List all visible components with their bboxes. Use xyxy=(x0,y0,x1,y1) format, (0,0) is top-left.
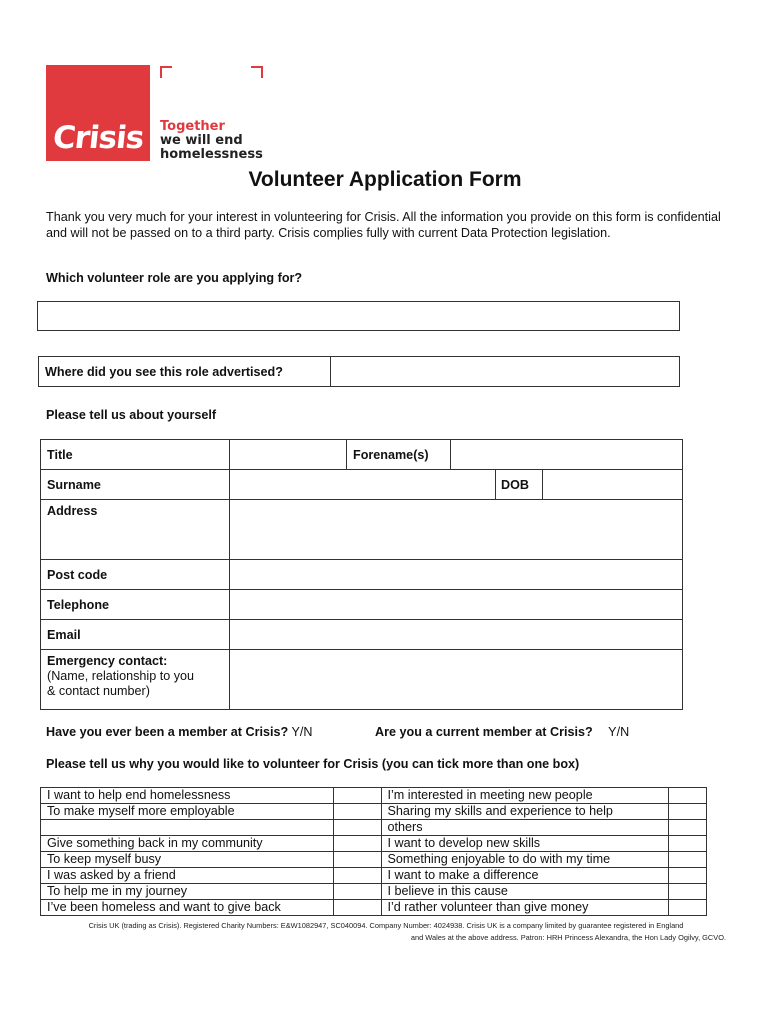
reasons-heading: Please tell us why you would like to volunteer for Crisis (you can tick more than one box) xyxy=(46,757,580,771)
dob-label: DOB xyxy=(496,470,543,500)
logo-bracket-right xyxy=(251,66,263,78)
reason-left-2: To make myself more employable xyxy=(41,804,334,820)
footer-line-2: and Wales at the above address. Patron: HRH Princess Alexandra, the Hon Lady Ogilvy, GCVO. xyxy=(410,933,726,942)
surname-label: Surname xyxy=(41,470,230,500)
postcode-label: Post code xyxy=(41,560,230,590)
reason-right-6-checkbox[interactable] xyxy=(668,884,706,900)
about-heading: Please tell us about yourself xyxy=(46,408,217,422)
reason-right-2-checkbox[interactable] xyxy=(668,804,706,820)
title-input[interactable] xyxy=(230,440,347,470)
reason-left-4: To keep myself busy xyxy=(41,852,334,868)
postcode-input[interactable] xyxy=(230,560,683,590)
page-title: Volunteer Application Form xyxy=(248,168,522,191)
dob-input[interactable] xyxy=(543,470,683,500)
reason-left-spacer-cell xyxy=(334,820,381,836)
forename-label: Forename(s) xyxy=(347,440,451,470)
reason-left-1: I want to help end homelessness xyxy=(41,788,334,804)
role-question: Which volunteer role are you applying for? xyxy=(46,271,303,285)
reason-right-2: Sharing my skills and experience to help xyxy=(381,804,668,820)
telephone-label: Telephone xyxy=(41,590,230,620)
reasons-table xyxy=(40,787,707,916)
reason-left-5-checkbox[interactable] xyxy=(334,868,381,884)
reason-left-1-checkbox[interactable] xyxy=(334,788,381,804)
emergency-hint-2: & contact number) xyxy=(47,684,150,698)
reason-right-2-cont: others xyxy=(381,820,668,836)
reason-right-6: I believe in this cause xyxy=(381,884,668,900)
personal-details-table xyxy=(40,439,683,710)
role-input[interactable] xyxy=(37,301,680,331)
tagline-line-3: homelessness xyxy=(160,147,263,162)
logo-tagline xyxy=(160,120,263,162)
reason-right-4-checkbox[interactable] xyxy=(668,852,706,868)
reason-left-3: Give something back in my community xyxy=(41,836,334,852)
reason-right-3-checkbox[interactable] xyxy=(668,836,706,852)
reason-left-3-checkbox[interactable] xyxy=(334,836,381,852)
emergency-hint-1: (Name, relationship to you xyxy=(47,669,194,683)
emergency-contact-input[interactable] xyxy=(230,650,683,710)
reason-left-spacer xyxy=(41,820,334,836)
reason-right-5-checkbox[interactable] xyxy=(668,868,706,884)
reason-right-5: I want to make a difference xyxy=(381,868,668,884)
reason-left-2-checkbox[interactable] xyxy=(334,804,381,820)
emergency-label-text: Emergency contact: xyxy=(47,654,168,668)
footer-line-1: Crisis UK (trading as Crisis). Registered Charity Numbers: E&W1082947, SC040094. Company Number: 4024938. Crisis UK is a company limited by guarantee registered in England xyxy=(88,921,684,930)
advertised-input[interactable] xyxy=(331,357,680,387)
reason-left-5: I was asked by a friend xyxy=(41,868,334,884)
tagline-line-1: Together xyxy=(160,119,225,134)
address-input[interactable] xyxy=(230,500,683,560)
reason-left-6: To help me in my journey xyxy=(41,884,334,900)
telephone-input[interactable] xyxy=(230,590,683,620)
member-q2-options[interactable]: Y/N xyxy=(608,725,630,739)
reason-right-spacer-cell xyxy=(668,820,706,836)
email-input[interactable] xyxy=(230,620,683,650)
reason-left-4-checkbox[interactable] xyxy=(334,852,381,868)
advertised-table xyxy=(38,356,680,387)
tagline-line-2: we will end xyxy=(160,133,243,148)
surname-input[interactable] xyxy=(230,470,496,500)
reason-left-7: I’ve been homeless and want to give back xyxy=(41,900,334,916)
intro-paragraph: Thank you very much for your interest in volunteering for Crisis. All the information you provide on this form is confidential and will not be passed on to a third party. Crisis complies fully with current Data Protection legislation. xyxy=(46,210,721,240)
member-q1-text: Have you ever been a member at Crisis? xyxy=(46,725,289,739)
member-question-2 xyxy=(375,725,629,739)
email-label: Email xyxy=(41,620,230,650)
reason-right-1: I’m interested in meeting new people xyxy=(381,788,668,804)
member-q2-text: Are you a current member at Crisis? xyxy=(375,725,593,739)
reason-right-7: I’d rather volunteer than give money xyxy=(381,900,668,916)
crisis-wordmark: Crisis xyxy=(51,120,146,156)
reason-right-4: Something enjoyable to do with my time xyxy=(381,852,668,868)
title-label: Title xyxy=(41,440,230,470)
reason-right-7-checkbox[interactable] xyxy=(668,900,706,916)
reason-right-3: I want to develop new skills xyxy=(381,836,668,852)
address-label: Address xyxy=(41,500,230,560)
reason-right-1-checkbox[interactable] xyxy=(668,788,706,804)
footer xyxy=(46,920,726,944)
member-q1-options[interactable]: Y/N xyxy=(291,725,313,739)
reason-left-6-checkbox[interactable] xyxy=(334,884,381,900)
forename-input[interactable] xyxy=(451,440,683,470)
emergency-contact-label xyxy=(41,650,230,710)
reason-left-7-checkbox[interactable] xyxy=(334,900,381,916)
member-question-1 xyxy=(46,725,312,739)
advertised-label: Where did you see this role advertised? xyxy=(39,357,331,387)
logo-bracket-left xyxy=(160,66,172,78)
